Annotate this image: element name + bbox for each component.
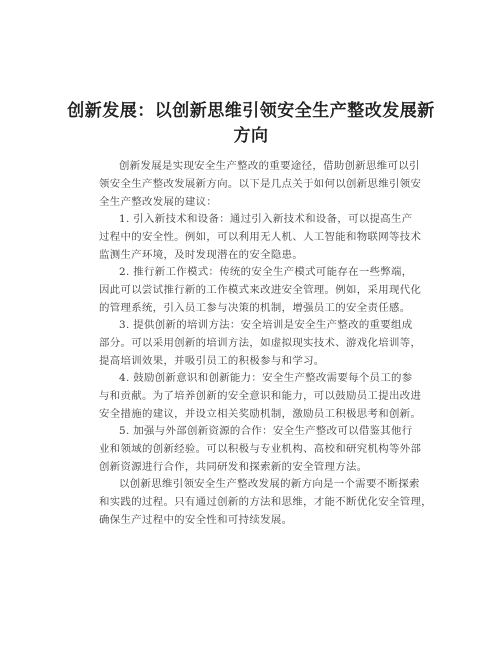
- body-line: 因此可以尝试推行新的工作模式来改进安全管理。例如，采用现代化: [99, 284, 422, 296]
- body-line: 2. 推行新工作模式：传统的安全生产模式可能存在一些弊端，: [119, 266, 413, 278]
- body-line: 3. 提供创新的培训方法：安全培训是安全生产整改的重要组成: [119, 319, 413, 331]
- body-line: 全生产整改发展的建议：: [99, 196, 218, 208]
- body-line: 创新发展是实现安全生产整改的重要途径，借助创新思维可以引: [119, 160, 420, 172]
- body-line: 领安全生产整改发展新方向。以下是几点关于如何以创新思维引领安: [99, 178, 422, 190]
- body-line: 过程中的安全性。例如，可以利用无人机、人工智能和物联网等技术: [99, 231, 422, 243]
- body-line: 的管理系统，引入员工参与决策的机制，增强员工的安全责任感。: [99, 302, 411, 314]
- body-line: 5. 加强与外部创新资源的合作：安全生产整改可以借鉴其他行: [119, 425, 413, 437]
- body-line: 以创新思维引领安全生产整改发展的新方向是一个需要不断探索: [119, 478, 420, 490]
- body-line: 部分。可以采用创新的培训方法，如虚拟现实技术、游戏化培训等，: [99, 337, 422, 349]
- body-line: 1. 引入新技术和设备：通过引入新技术和设备，可以提高生产: [119, 213, 413, 225]
- body-line: 业和领域的创新经验。可以积极与专业机构、高校和研究机构等外部: [99, 443, 422, 455]
- body-line: 确保生产过程中的安全性和可持续发展。: [99, 514, 293, 526]
- document-title-line-2: 方向: [233, 126, 269, 146]
- body-line: 监测生产环境，及时发现潜在的安全隐患。: [99, 249, 304, 261]
- body-line: 提高培训效果，并吸引员工的积极参与和学习。: [99, 355, 325, 367]
- body-line: 创新资源进行合作，共同研发和探索新的安全管理方法。: [99, 461, 368, 473]
- body-line: 与和贡献。为了培养创新的安全意识和能力，可以鼓励员工提出改进: [99, 390, 422, 402]
- document-title-line-1: 创新发展：以创新思维引领安全生产整改发展新: [67, 101, 435, 121]
- body-line: 安全措施的建议，并设立相关奖励机制，激励员工积极思考和创新。: [99, 408, 422, 420]
- body-line: 4. 鼓励创新意识和创新能力：安全生产整改需要每个员工的参: [119, 372, 413, 384]
- body-line: 和实践的过程。只有通过创新的方法和思维，才能不断优化安全管理，: [99, 496, 432, 508]
